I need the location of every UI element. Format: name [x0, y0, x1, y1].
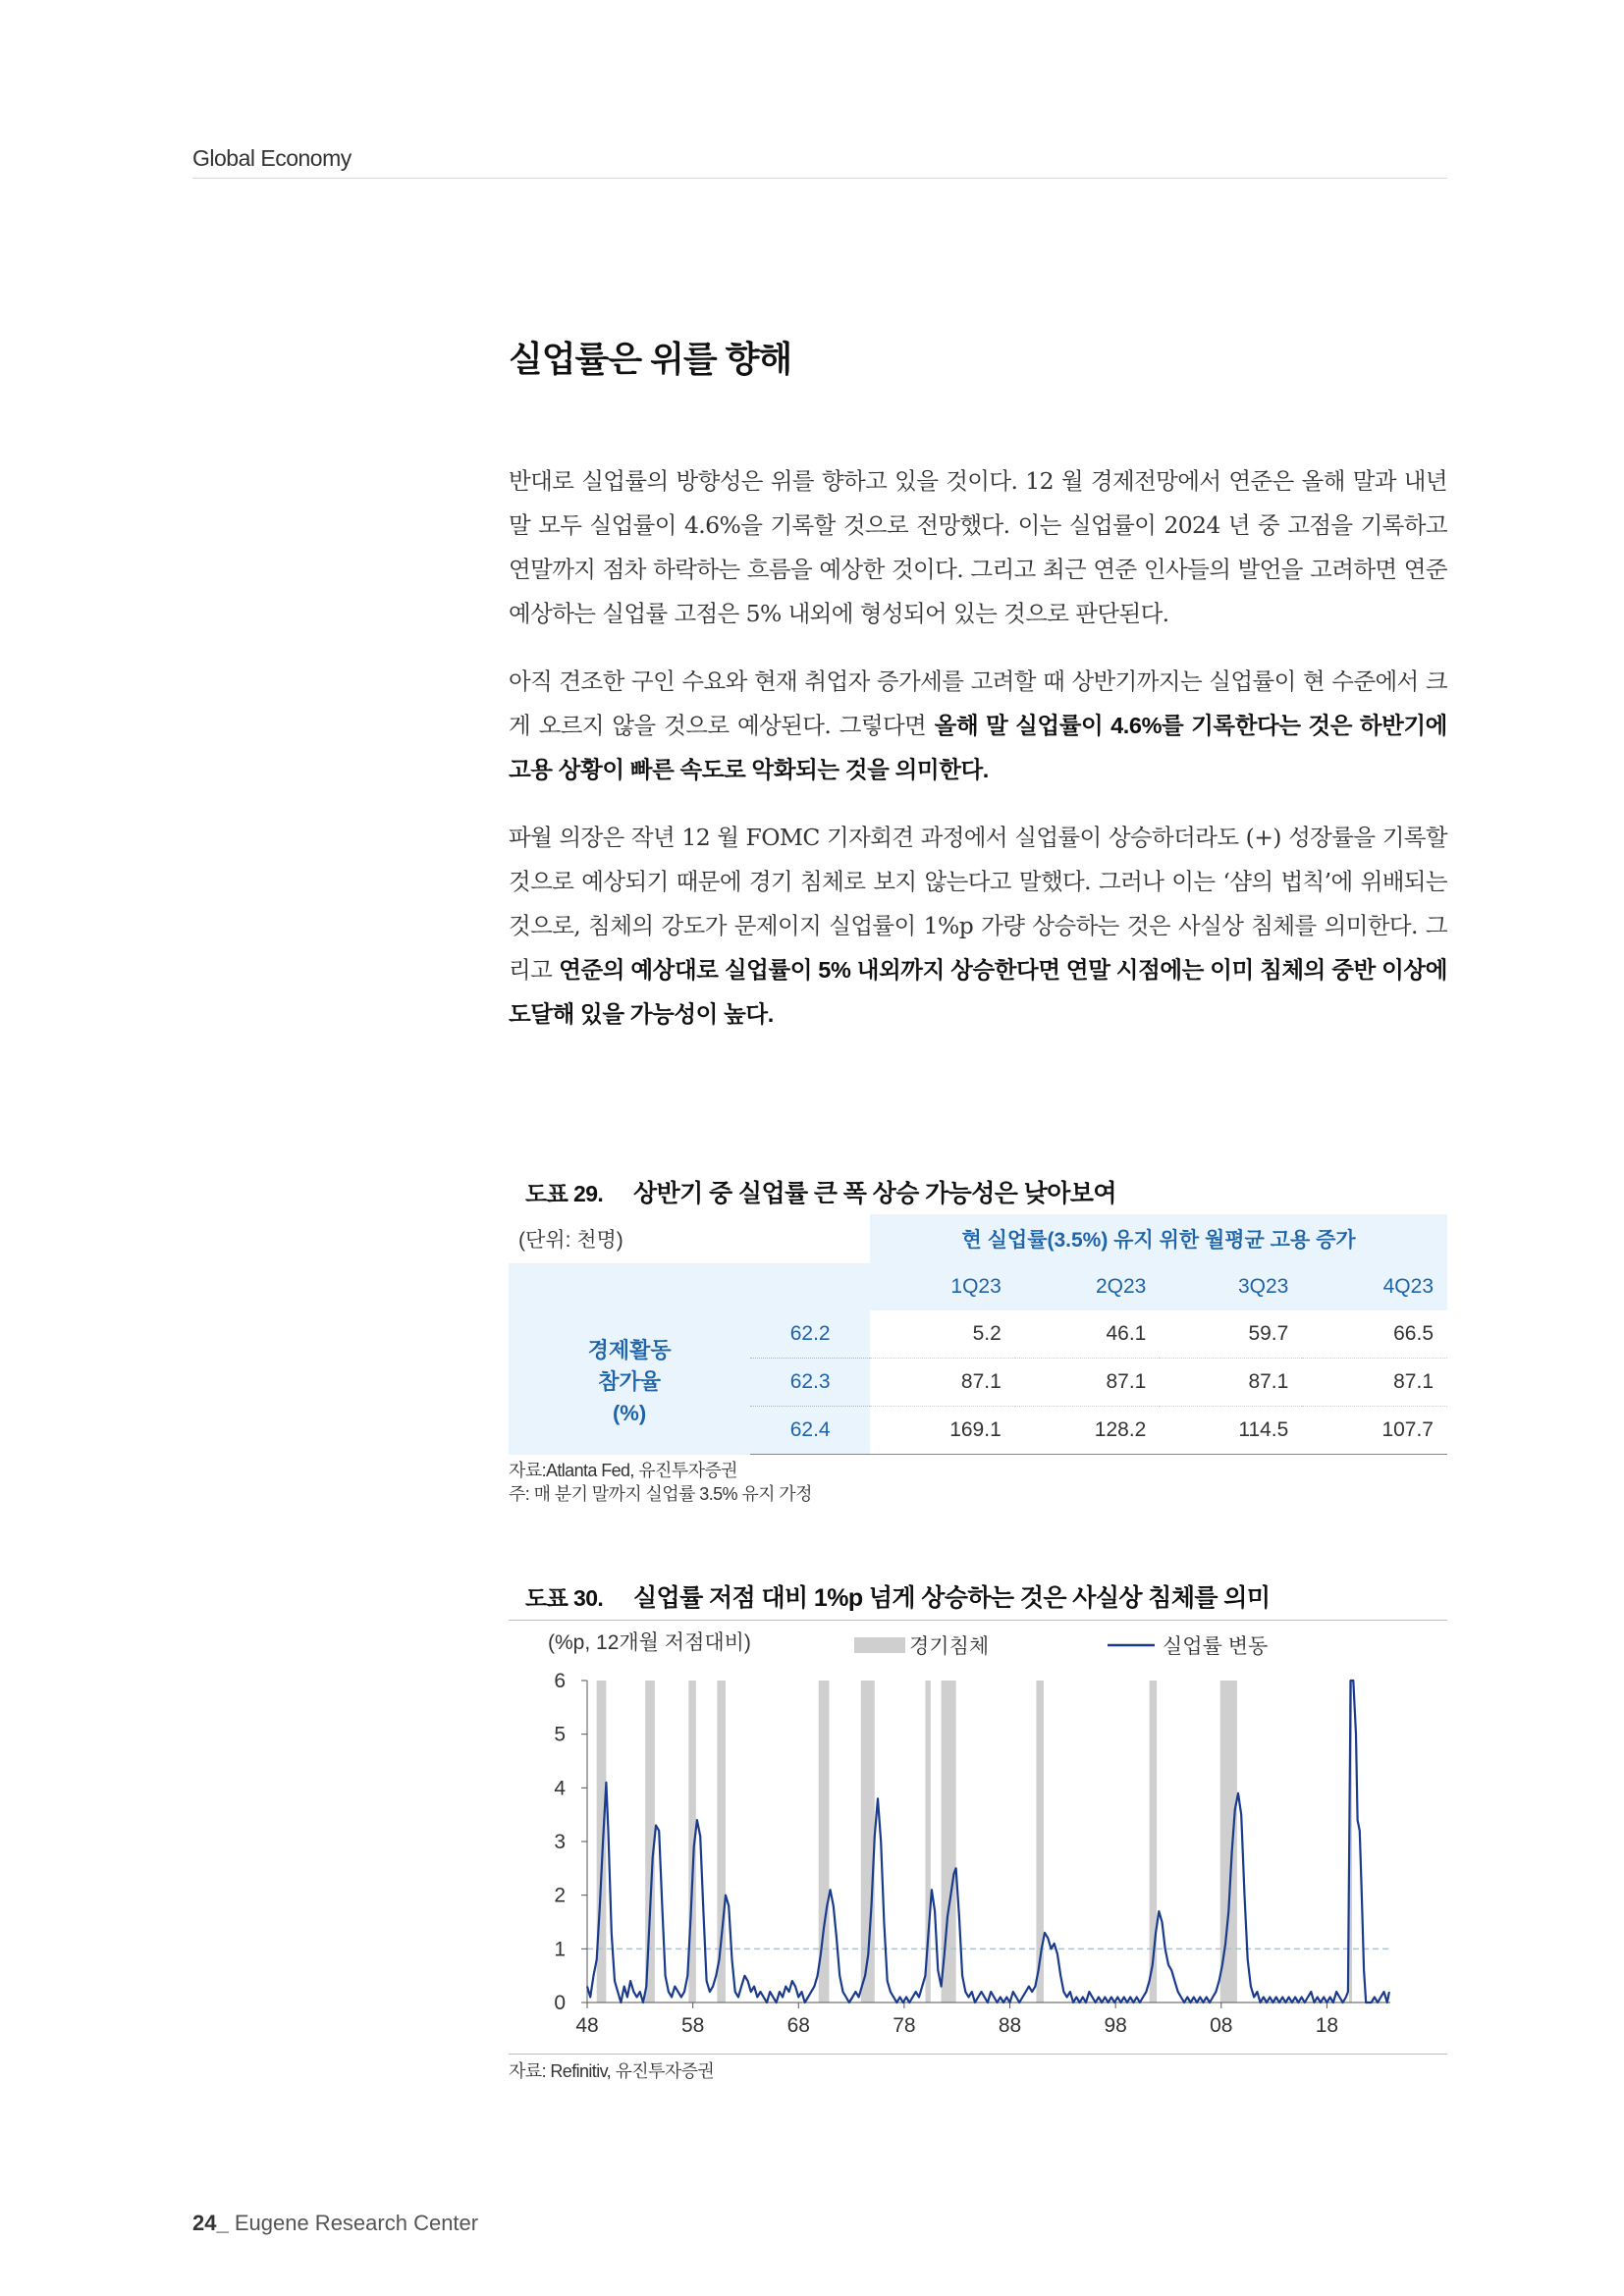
y-tick-label: 2	[554, 1884, 566, 1907]
fig29-quarter-header: 2Q23	[1015, 1263, 1161, 1310]
recession-band	[597, 1681, 607, 2002]
legend-recession-label: 경기침체	[909, 1635, 990, 1658]
recession-band	[1220, 1681, 1237, 2002]
x-tick-label: 68	[786, 2014, 810, 2037]
fig29-quarter-header: 4Q23	[1302, 1263, 1447, 1310]
paragraph-2	[509, 660, 1447, 792]
fig29-row-header-line: (%)	[612, 1401, 647, 1426]
fig29-title-text: 상반기 중 실업률 큰 폭 상승 가능성은 낮아보여	[633, 1180, 1116, 1207]
fig29-cell: 5.2	[870, 1310, 1015, 1359]
y-tick-label: 6	[554, 1670, 566, 1692]
fig29-cell: 169.1	[870, 1407, 1015, 1455]
y-tick-label: 1	[554, 1938, 566, 1961]
paragraph-2-emphasis: 올해 말 실업률이 4.6%를 기록한다는 것은 하반기에 고용 상황이 빠른 속도로 악화되는 것을 의미한다.	[509, 713, 1447, 782]
paragraph-3-text: 파월 의장은 작년 12 월 FOMC 기자회견 과정에서 실업률이 상승하더라도 (+) 성장률을 기록할 것으로 예상되기 때문에 경기 침체로 보지 않는다고 말했다. 그러나 이는 ‘샴의 법칙’에 위배되는 것으로, 침체의 강도가 문제이지 실업률이 1%p 가량 상승하는 것은 사실상 침체를 의미한다. 그리고	[509, 824, 1447, 984]
x-tick-label: 58	[680, 2014, 705, 2037]
fig29-cell: 107.7	[1302, 1407, 1447, 1455]
fig29-header-main: 현 실업률(3.5%) 유지 위한 월평균 고용 증가	[870, 1214, 1447, 1263]
x-tick-label: 08	[1210, 2014, 1233, 2037]
fig30-bottom-rule	[509, 2054, 1447, 2055]
legend-recession-swatch	[854, 1637, 905, 1653]
x-tick-label: 98	[1104, 2014, 1127, 2037]
x-tick-label: 88	[998, 2014, 1022, 2037]
body-text	[509, 459, 1447, 1060]
paragraph-1: 반대로 실업률의 방향성은 위를 향하고 있을 것이다. 12 월 경제전망에서 연준은 올해 말과 내년 말 모두 실업률이 4.6%을 기록할 것으로 전망했다. 이는 실업률이 2024 년 중 고점을 기록하고 연말까지 점차 하락하는 흐름을 예상한 것이다. 그리고 최근 연준 인사들의 발언을 고려하면 연준 예상하는 실업률 고점은 5% 내외에 형성되어 있는 것으로 판단된다.	[509, 467, 1447, 627]
paragraph-3	[509, 816, 1447, 1037]
header-divider	[192, 178, 1447, 179]
paragraph-2-text: 아직 견조한 구인 수요와 현재 취업자 증가세를 고려할 때 상반기까지는 실업률이 현 수준에서 크게 오르지 않을 것으로 예상된다. 그렇다면	[509, 667, 1447, 739]
fig29-source: 자료:Atlanta Fed, 유진투자증권	[509, 1461, 737, 1480]
page-number: 24_	[192, 2211, 229, 2235]
fig29-row-header-line: 경제활동	[587, 1338, 672, 1363]
y-axis-label: (%p, 12개월 저점대비)	[548, 1631, 751, 1654]
fig29-cell: 46.1	[1015, 1310, 1161, 1359]
fig29-cell: 87.1	[1160, 1359, 1302, 1407]
fig29-table	[509, 1214, 1447, 1455]
y-tick-label: 0	[554, 1992, 566, 2014]
y-tick-label: 4	[554, 1777, 566, 1800]
fig29-unit: (단위: 천명)	[518, 1229, 623, 1252]
footer-text: Eugene Research Center	[234, 2211, 479, 2235]
fig29-quarter-header: 3Q23	[1160, 1263, 1302, 1310]
fig30-title-text: 실업률 저점 대비 1%p 넘게 상승하는 것은 사실상 침체를 의미	[633, 1584, 1271, 1612]
series-line	[587, 1681, 1389, 2002]
fig29-row-header	[509, 1310, 750, 1455]
fig30-number: 도표 30.	[525, 1585, 604, 1611]
fig29-quarter-header: 1Q23	[870, 1263, 1015, 1310]
paragraph-3-emphasis: 연준의 예상대로 실업률이 5% 내외까지 상승한다면 연말 시점에는 이미 침체의 중반 이상에 도달해 있을 가능성이 높다.	[509, 957, 1447, 1027]
fig29-row-header-line: 참가율	[598, 1369, 661, 1395]
fig29-cell: 87.1	[1302, 1359, 1447, 1407]
fig29-level: 62.2	[750, 1310, 870, 1359]
legend-series-label: 실업률 변동	[1163, 1635, 1269, 1658]
x-tick-label: 18	[1315, 2014, 1339, 2037]
x-tick-label: 78	[893, 2014, 916, 2037]
fig30-chart	[509, 1622, 1447, 2054]
fig29-cell: 66.5	[1302, 1310, 1447, 1359]
x-tick-label: 48	[575, 2014, 599, 2037]
fig29-cell: 87.1	[870, 1359, 1015, 1407]
running-header: Global Economy	[192, 145, 352, 171]
fig30-top-rule	[509, 1620, 1447, 1621]
fig29-level: 62.3	[750, 1359, 870, 1407]
fig30-title	[525, 1578, 1270, 1614]
fig29-note: 주: 매 분기 말까지 실업률 3.5% 유지 가정	[509, 1484, 812, 1504]
y-tick-label: 3	[554, 1831, 566, 1853]
y-tick-label: 5	[554, 1723, 566, 1746]
fig29-cell: 87.1	[1015, 1359, 1161, 1407]
fig29-level: 62.4	[750, 1407, 870, 1455]
fig30-source: 자료: Refinitiv, 유진투자증권	[509, 2061, 715, 2081]
fig29-title	[525, 1174, 1116, 1209]
recession-band	[717, 1681, 726, 2002]
fig29-cell: 128.2	[1015, 1407, 1161, 1455]
section-title: 실업률은 위를 향해	[509, 339, 792, 379]
fig29-number: 도표 29.	[525, 1181, 604, 1206]
fig29-cell: 59.7	[1160, 1310, 1302, 1359]
page-footer	[192, 2211, 478, 2236]
fig29-cell: 114.5	[1160, 1407, 1302, 1455]
